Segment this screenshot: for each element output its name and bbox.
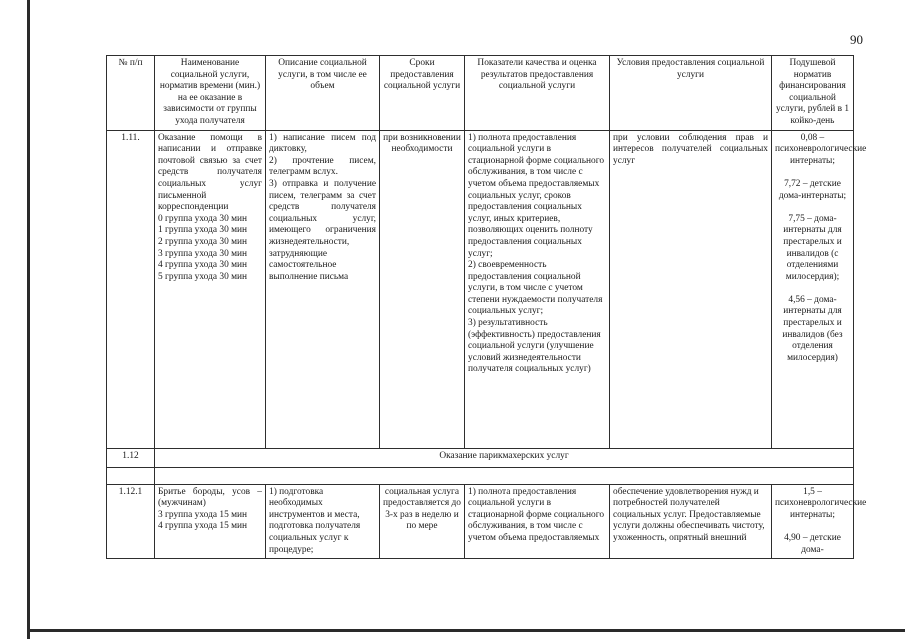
page-number: 90 xyxy=(850,32,863,47)
header-quality: Показатели качества и оценка результатов предоставления социальной услуги xyxy=(465,56,610,131)
header-service-name: Наименование социальной услуги, норматив времени (мин.) на ее оказание в зависимости от группы ухода получателя xyxy=(155,56,266,131)
quality-indicators: 1) полнота предоставления социальной услуги в стационарной форме социального обслуживания, в том числе с учетом объема предоставляемых xyxy=(465,484,610,559)
table-row xyxy=(107,130,854,448)
header-conditions: Условия предоставления социальной услуги xyxy=(610,56,772,131)
header-financing: Подушевой норматив финансирования социальной услуги, рублей в 1 койко-день xyxy=(772,56,854,131)
scan-left-edge xyxy=(27,0,30,639)
financing-norm: 1,5 – психоневрологические интернаты; 4,90 – детские дома- xyxy=(772,484,854,559)
row-number: 1.12.1 xyxy=(107,484,155,559)
table-header-row xyxy=(107,56,854,131)
service-description: 1) подготовка необходимых инструментов и места, подготовка получателя социальных услуг к процедуре; xyxy=(266,484,380,559)
header-description: Описание социальной услуги, в том числе ее объем xyxy=(266,56,380,131)
quality-indicators: 1) полнота предоставления социальной услуги в стационарной форме социального обслуживания, в том числе с учетом объема предоставляемых социальных услуг, сроков предоставления социальных услуг, иных критериев, позволяющих оценить полноту предоставления социальных услуг; 2) своевременность предоставления социальной услуги, в том числе с учетом степени нуждаемости получателя социальных услуг; 3) результативность (эффективность) предоставления социальной услуги (улучшение условий жизнедеятельности получателя социальных услуг) xyxy=(465,130,610,448)
scan-bottom-edge xyxy=(27,629,905,632)
financing-norm: 0,08 – психоневрологические интернаты; 7,72 – детские дома-интернаты; 7,75 – дома-интернаты для престарелых и инвалидов (с отделениями милосердия); 4,56 – дома-интернаты для престарелых и инвалидов (без отделения милосердия) xyxy=(772,130,854,448)
section-number: 1.12 xyxy=(107,448,155,467)
row-number: 1.11. xyxy=(107,130,155,448)
service-name: Оказание помощи в написании и отправке почтовой связью за счет средств получателя социальных услуг письменной корреспонденции 0 группа ухода 30 мин 1 группа ухода 30 мин 2 группа ухода 30 мин 3 группа ухода 30 мин 4 группа ухода 30 мин 5 группа ухода 30 мин xyxy=(155,130,266,448)
service-terms: социальная услуга предоставляется до 3-х раз в неделю и по мере xyxy=(380,484,465,559)
services-table xyxy=(106,55,867,559)
table-row xyxy=(107,484,854,559)
header-terms: Сроки предоставления социальной услуги xyxy=(380,56,465,131)
service-conditions: обеспечение удовлетворения нужд и потребностей получателей социальных услуг. Предоставляемые услуги должны обеспечивать чистоту, ухоженность, опрятный внешний xyxy=(610,484,772,559)
section-title: Оказание парикмахерских услуг xyxy=(155,448,854,467)
service-conditions: при условии соблюдения прав и интересов получателей социальных услуг xyxy=(610,130,772,448)
spacer-row xyxy=(107,467,854,484)
service-description: 1) написание писем под диктовку, 2) прочтение писем, телеграмм вслух. 3) отправка и получение писем, телеграмм за счет средств получателя социальных услуг, имеющего ограничения жизнедеятельности, затрудняющие самостоятельное выполнение письма xyxy=(266,130,380,448)
service-name: Бритье бороды, усов – (мужчинам) 3 группа ухода 15 мин 4 группа ухода 15 мин xyxy=(155,484,266,559)
service-terms: при возникновении необходимости xyxy=(380,130,465,448)
section-title-row xyxy=(107,448,854,467)
header-number: № п/п xyxy=(107,56,155,131)
